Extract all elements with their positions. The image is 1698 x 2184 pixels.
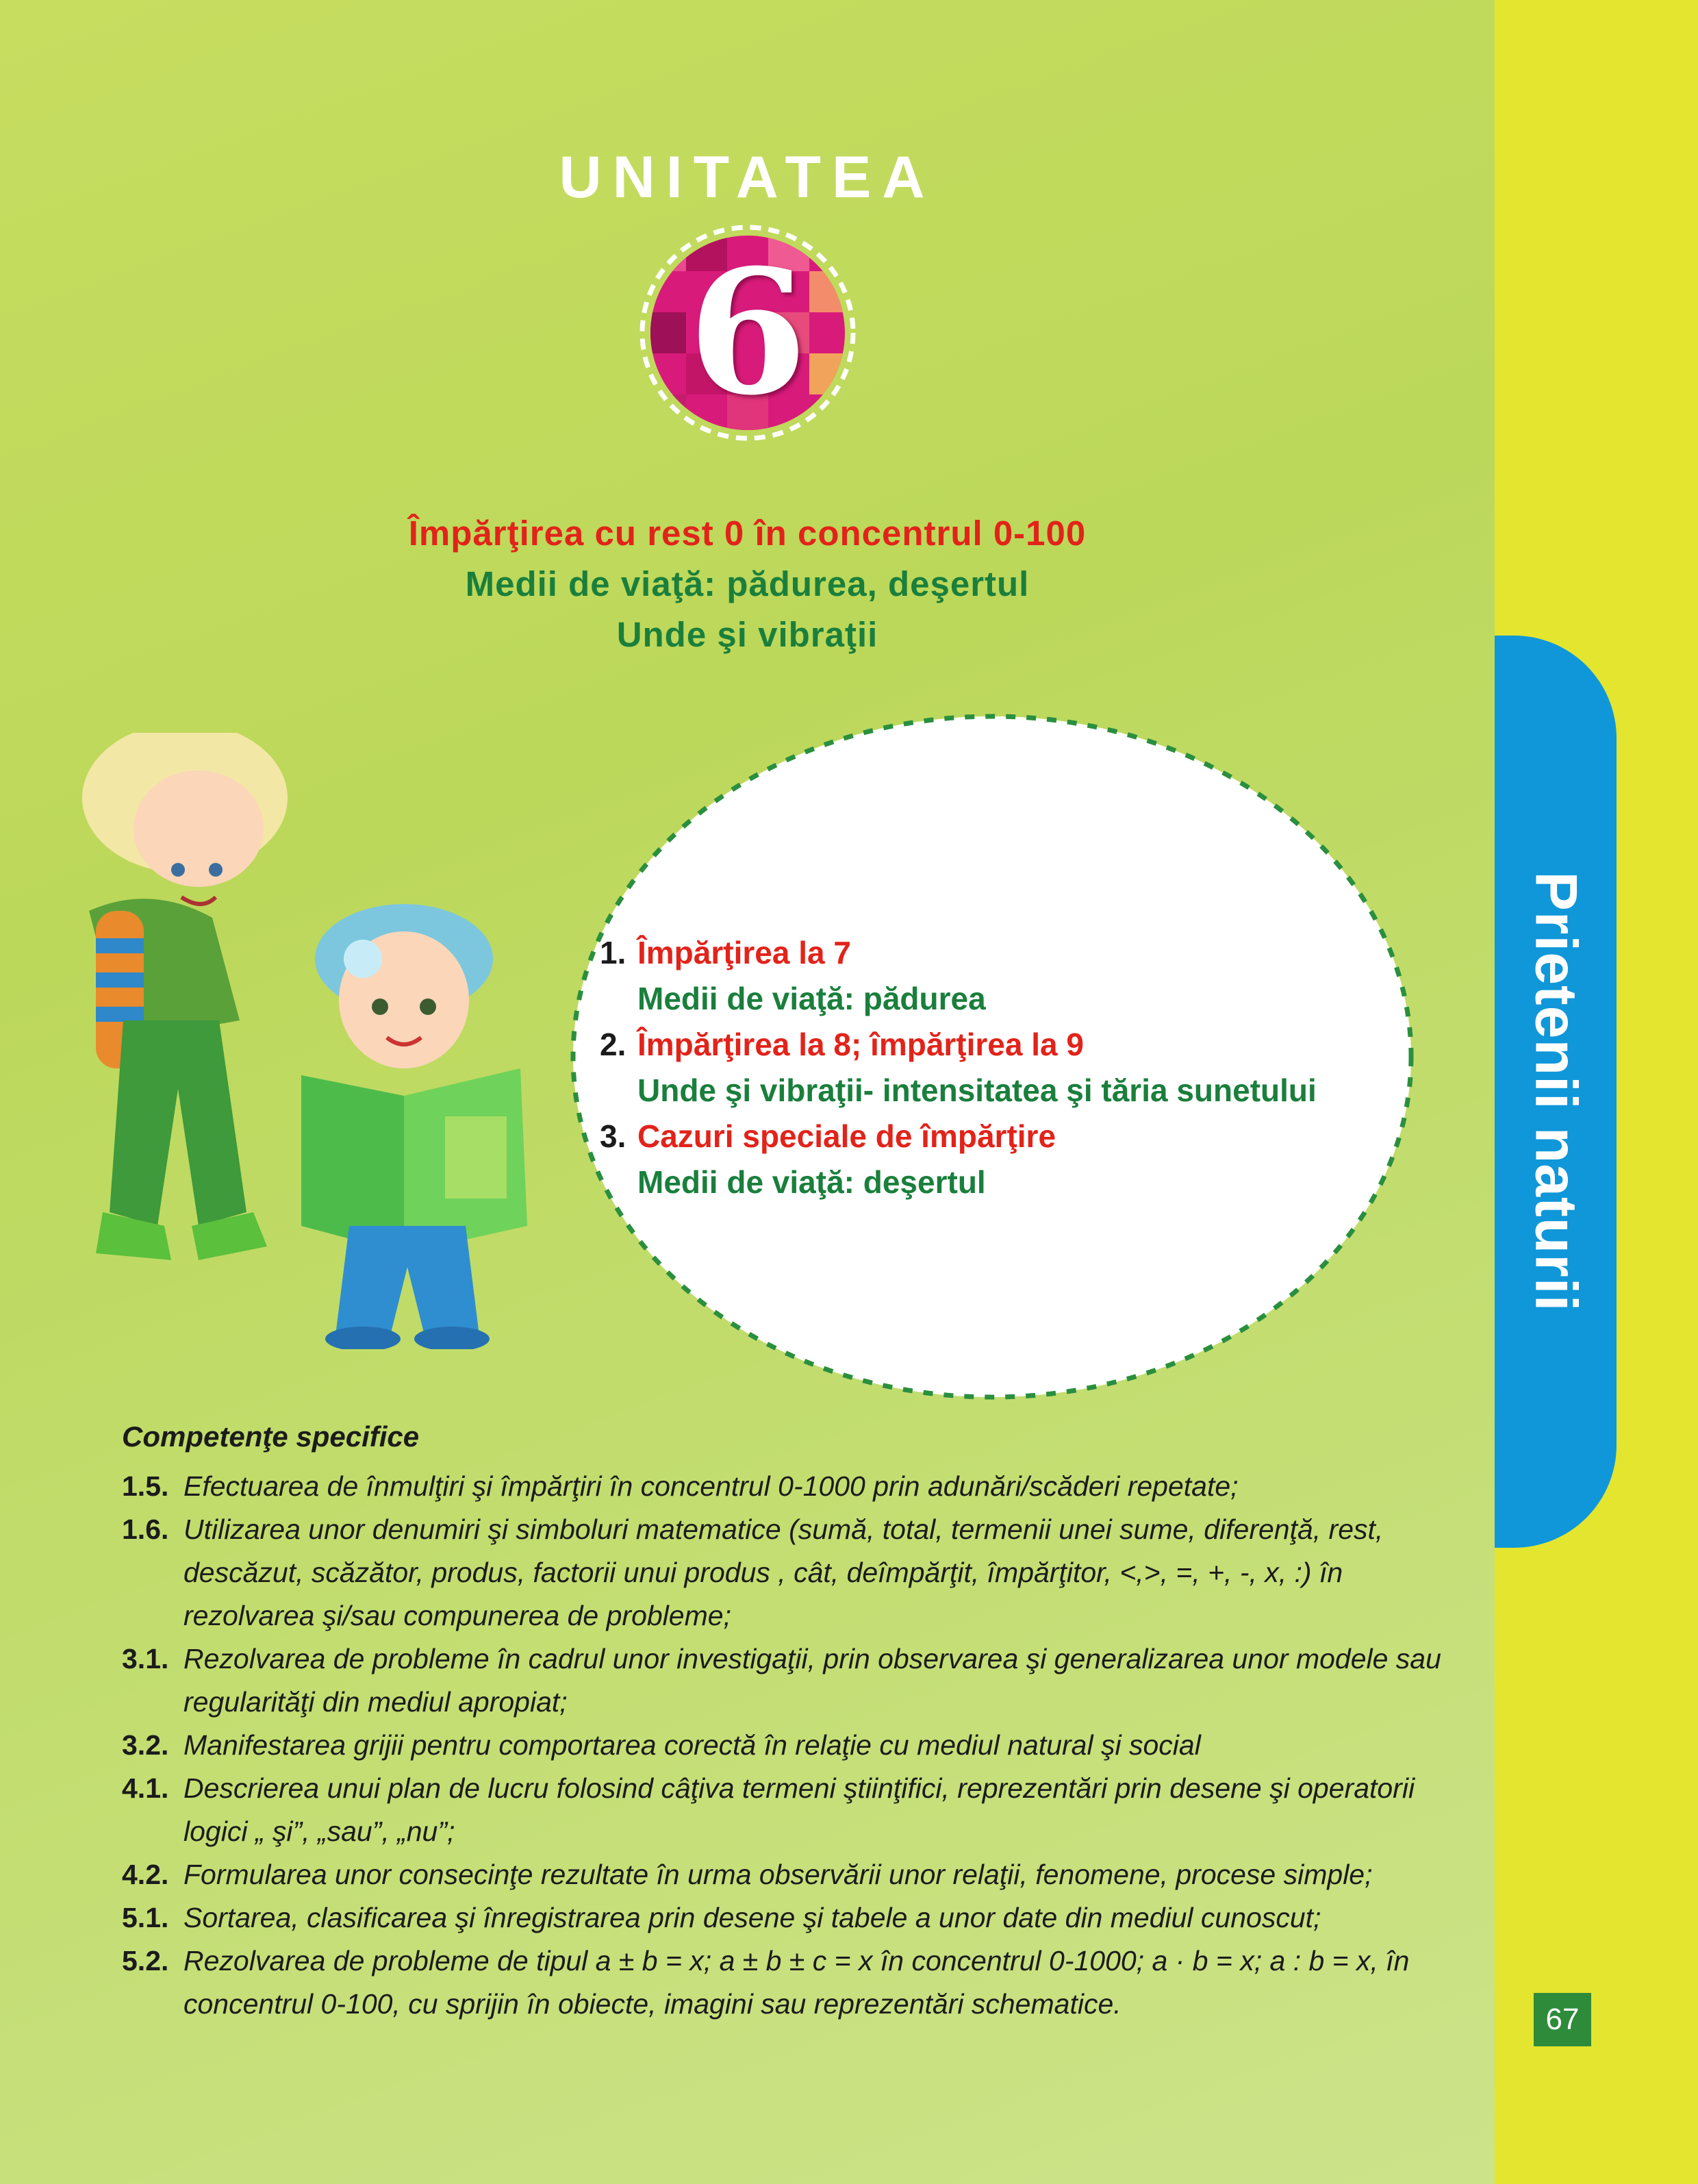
competences-section (122, 1415, 1450, 2026)
lesson-item (600, 930, 1317, 976)
competence-item (122, 1896, 1450, 1940)
page-number: 67 (1534, 1993, 1591, 2046)
unit-title-nature: Medii de viaţă: pădurea, deşertul (465, 564, 1030, 603)
lesson-list (600, 930, 1317, 1205)
lesson-title: Împărţirea la 7 (637, 935, 851, 970)
competence-number: 1.5. (122, 1470, 169, 1502)
unit-number: 6 (688, 231, 807, 433)
lesson-title: Împărţirea la 8; împărţirea la 9 (637, 1027, 1084, 1062)
lesson-item (600, 1022, 1317, 1068)
competence-text: Efectuarea de înmulţiri şi împărţiri în concentrul 0-1000 prin adunări/scăderi repetate; (183, 1470, 1239, 1502)
competence-item (122, 1853, 1450, 1896)
lesson-topic: Medii de viaţă: pădurea (637, 981, 986, 1016)
competence-item (122, 1724, 1450, 1767)
competence-text: Utilizarea unor denumiri şi simboluri matematice (sumă, total, termenii unei sume, diferenţă, rest, descăzut, scăzător, produs, factorii unui produs , cât, deîmpărţit, împărţitor, <,>, =, +, -, x, :) în rezolvarea şi/sau compunerea de probleme; (183, 1514, 1384, 1631)
side-tab-label: Prietenii naturii (1523, 871, 1589, 1312)
lesson-number: 2. (600, 1027, 626, 1062)
unit-title-math: Împărţirea cu rest 0 în concentrul 0-100 (408, 514, 1087, 553)
competence-text: Rezolvarea de probleme în cadrul unor investigaţii, prin observarea şi generalizarea unor modele sau regularităţi din mediul apropiat; (183, 1643, 1441, 1718)
lesson-topic: Unde şi vibraţii- intensitatea şi tăria sunetului (637, 1072, 1317, 1108)
competence-number: 3.2. (122, 1729, 169, 1761)
lesson-title: Cazuri speciale de împărţire (637, 1118, 1056, 1154)
competence-text: Descrierea unui plan de lucru folosind câţiva termeni ştiinţifici, reprezentări prin desene şi operatorii logici „ şi”, „sau”, „nu”; (183, 1772, 1415, 1847)
competences-title: Competenţe specifice (122, 1420, 420, 1453)
competence-item (122, 1940, 1450, 2026)
lesson-number: 3. (600, 1118, 626, 1154)
unit-label: UNITATEA (559, 145, 936, 210)
competence-text: Sortarea, clasificarea şi înregistrarea prin desene şi tabele a unor date din mediul cunoscut; (183, 1902, 1321, 1933)
competence-number: 4.1. (122, 1772, 169, 1804)
lesson-item (600, 1114, 1317, 1159)
competence-number: 4.2. (122, 1859, 169, 1890)
competence-number: 5.2. (122, 1945, 169, 1976)
competence-text: Rezolvarea de probleme de tipul a ± b = x; a ± b ± c = x în concentrul 0-1000; a · b = x; a : b = x, în concentrul 0-100, cu sprijin în obiecte, imagini sau reprezentări schematice. (183, 1945, 1410, 2020)
competence-item (122, 1508, 1450, 1637)
competence-item (122, 1767, 1450, 1853)
lesson-topic: Medii de viaţă: deşertul (637, 1164, 986, 1200)
competence-item (122, 1465, 1450, 1508)
unit-titles (0, 508, 1495, 660)
competence-text: Manifestarea grijii pentru comportarea corectă în relaţie cu mediul natural şi social (183, 1729, 1201, 1761)
lesson-number: 1. (600, 935, 626, 970)
competence-number: 1.6. (122, 1514, 169, 1545)
competence-number: 5.1. (122, 1902, 169, 1933)
unit-title-physics: Unde şi vibraţii (616, 615, 878, 654)
competence-text: Formularea unor consecinţe rezultate în urma observării unor relaţii, fenomene, procese simple; (183, 1859, 1373, 1890)
competence-number: 3.1. (122, 1643, 169, 1674)
competence-item (122, 1637, 1450, 1724)
children-illustration (41, 733, 589, 1349)
